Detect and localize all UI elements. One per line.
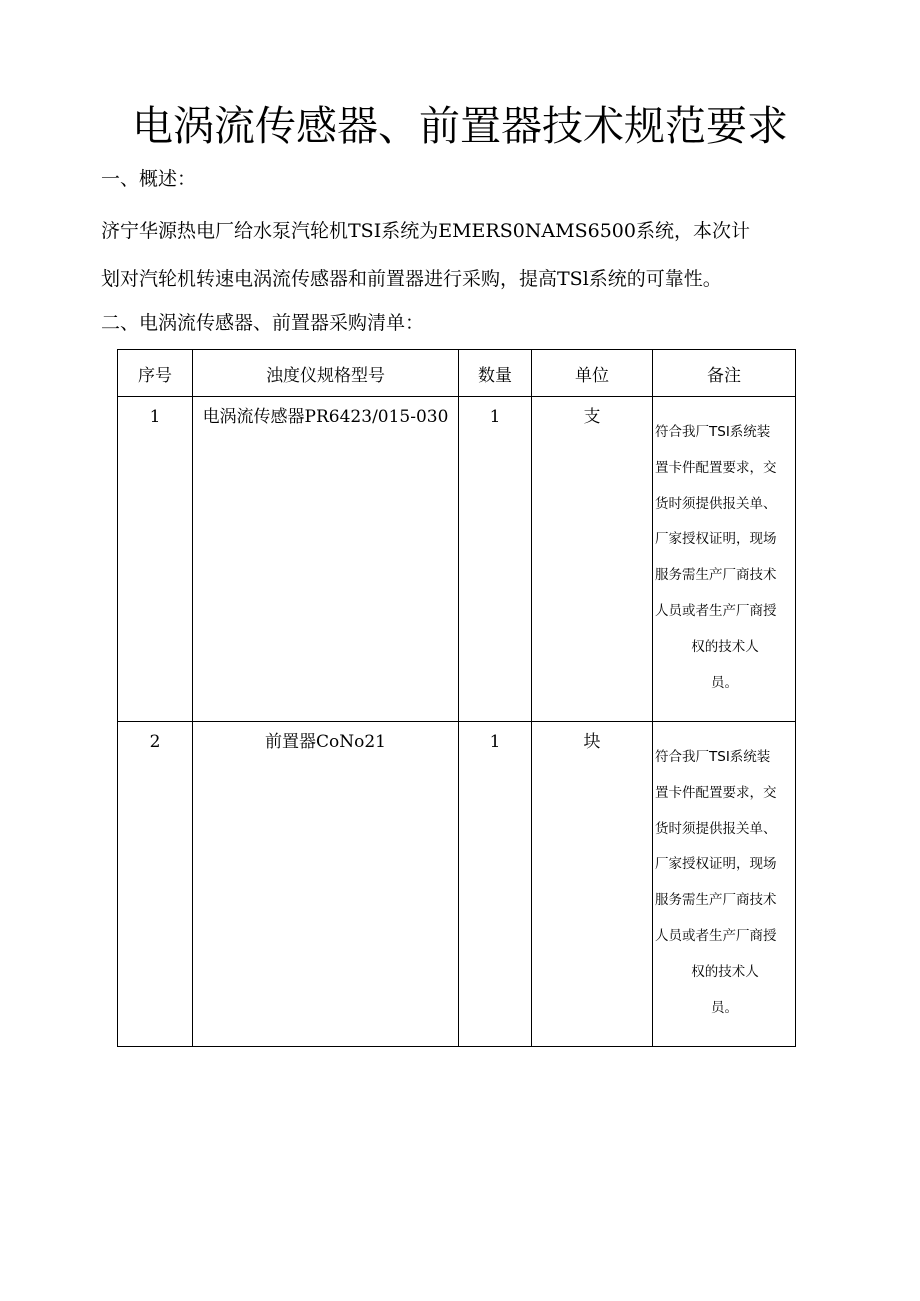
header-no: 序号 <box>118 350 193 397</box>
overview-paragraph <box>101 207 806 303</box>
header-remark: 备注 <box>653 350 796 397</box>
row-quantity: 1 <box>489 732 501 752</box>
remark-line: 符合我厂TSI系统装 <box>655 749 771 765</box>
cell-unit <box>532 722 653 1047</box>
remark-line: 服务需生产厂商技术 <box>655 567 777 584</box>
remark-line: 人员或者生产厂商授 <box>655 927 777 944</box>
cell-no <box>118 722 193 1047</box>
procurement-table <box>117 349 796 1047</box>
row-remark <box>653 722 795 1026</box>
remark-line: 人员或者生产厂商授 <box>655 602 777 619</box>
cell-quantity <box>459 722 532 1047</box>
row-model: 电涡流传感器PR6423/015-030 <box>202 407 449 427</box>
remark-line: 置卡件配置要求，交 <box>655 459 777 476</box>
row-unit: 支 <box>583 407 601 427</box>
remark-line: 权的技术人 <box>691 638 759 655</box>
document-title: 电涡流传感器、前置器技术规范要求 <box>132 102 788 150</box>
remark-line: 厂家授权证明，现场 <box>655 856 777 873</box>
table-row <box>118 397 796 722</box>
row-quantity: 1 <box>489 407 501 427</box>
remark-line: 员。 <box>711 674 738 691</box>
remark-line: 权的技术人 <box>691 963 759 980</box>
remark-line: 货时须提供报关单、 <box>655 495 777 512</box>
cell-remark <box>653 397 796 722</box>
overview-line: 济宁华源热电厂给水泵汽轮机TSI系统为EMERS0NAMS6500系统，本次计 <box>101 220 750 242</box>
cell-no <box>118 397 193 722</box>
overview-line: 划对汽轮机转速电涡流传感器和前置器进行采购，提高TSl系统的可靠性。 <box>101 268 722 290</box>
cell-unit <box>532 397 653 722</box>
header-model: 浊度仪规格型号 <box>193 350 459 397</box>
row-remark <box>653 397 795 701</box>
remark-line: 置卡件配置要求，交 <box>655 784 777 801</box>
remark-line: 货时须提供报关单、 <box>655 820 777 837</box>
section-heading-procurement-list: 二、电涡流传感器、前置器采购清单： <box>101 312 425 334</box>
cell-quantity <box>459 397 532 722</box>
remark-line: 服务需生产厂商技术 <box>655 892 777 909</box>
row-unit: 块 <box>583 732 601 752</box>
remark-line: 员。 <box>711 999 738 1016</box>
section-heading-overview: 一、概述： <box>101 168 197 190</box>
remark-line: 厂家授权证明，现场 <box>655 531 777 548</box>
row-no: 1 <box>149 407 161 427</box>
table-header-row <box>118 350 796 397</box>
header-quantity: 数量 <box>459 350 532 397</box>
header-unit: 单位 <box>532 350 653 397</box>
cell-model <box>193 397 459 722</box>
remark-line: 符合我厂TSI系统装 <box>655 424 771 440</box>
row-no: 2 <box>149 732 161 752</box>
row-model: 前置器CoNo21 <box>265 732 386 752</box>
cell-remark <box>653 722 796 1047</box>
table-row <box>118 722 796 1047</box>
cell-model <box>193 722 459 1047</box>
